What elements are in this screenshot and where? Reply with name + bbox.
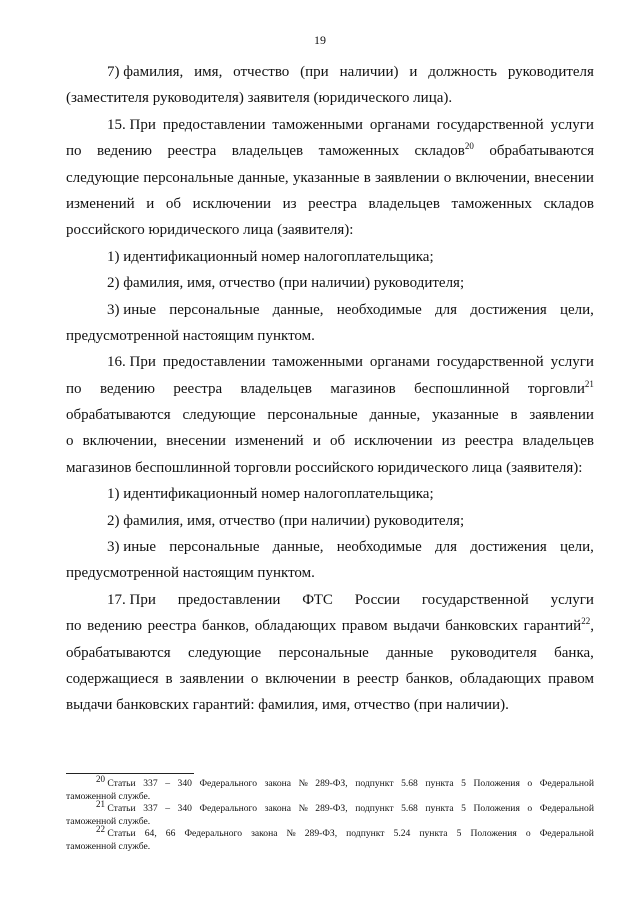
word: услуги bbox=[550, 116, 594, 133]
word: Положения bbox=[470, 828, 517, 840]
word: и bbox=[312, 433, 321, 450]
word: ведению bbox=[87, 618, 143, 635]
word: об bbox=[329, 433, 346, 450]
text-line bbox=[66, 402, 594, 428]
word: государственной bbox=[421, 591, 529, 608]
word: наличии) bbox=[339, 64, 399, 80]
word: закона bbox=[264, 803, 292, 815]
word: Положения bbox=[473, 778, 520, 789]
word: государственной bbox=[436, 354, 544, 371]
word: данные, bbox=[272, 301, 324, 318]
word: предоставлении bbox=[177, 591, 281, 608]
word: имя, bbox=[194, 64, 223, 80]
word: предоставлении bbox=[162, 116, 266, 133]
word: $^{22}$ Статьи bbox=[96, 824, 136, 840]
text-line bbox=[66, 534, 594, 560]
word: по bbox=[66, 618, 82, 635]
footnote-line bbox=[66, 824, 594, 841]
word: должность bbox=[428, 64, 497, 80]
word: персональные bbox=[267, 407, 358, 424]
text-line bbox=[66, 428, 594, 454]
text-line: 2) фамилия, имя, отчество (при наличии) руководителя; bbox=[107, 512, 465, 529]
word: банков, bbox=[201, 618, 250, 635]
word: в bbox=[342, 670, 350, 687]
word: – bbox=[165, 803, 170, 815]
word: таможенных bbox=[318, 143, 400, 160]
word: из bbox=[441, 433, 456, 450]
word: органами bbox=[369, 354, 430, 371]
word: ведению bbox=[99, 380, 155, 397]
word: Положения bbox=[473, 803, 520, 815]
word: цели, bbox=[559, 539, 594, 556]
word: Федерального bbox=[199, 778, 258, 789]
word: владельцев bbox=[368, 195, 440, 212]
word: обрабатываются bbox=[66, 644, 171, 661]
word: в bbox=[165, 670, 173, 687]
word: 15. При bbox=[107, 116, 156, 133]
word: 340 bbox=[177, 803, 192, 815]
footnote-line bbox=[66, 773, 594, 791]
word: (при bbox=[300, 64, 329, 80]
word: правом bbox=[548, 670, 594, 687]
word: реестра bbox=[173, 380, 223, 397]
word: таможенными bbox=[272, 116, 363, 133]
word: исключении bbox=[354, 433, 433, 450]
word: $^{21}$ Статьи bbox=[96, 799, 136, 815]
word: внесении bbox=[166, 433, 226, 450]
word: данные bbox=[386, 644, 434, 661]
word: обрабатываются bbox=[489, 143, 594, 160]
word: следующие bbox=[188, 644, 262, 661]
word: о bbox=[525, 828, 531, 840]
word: банка, bbox=[554, 644, 594, 661]
word: реестра bbox=[167, 143, 217, 160]
word: России bbox=[354, 591, 400, 608]
word: торговли$^{21}$ bbox=[527, 378, 594, 397]
word: 289-ФЗ, bbox=[315, 778, 348, 789]
word: обладающих bbox=[254, 618, 337, 635]
word: № bbox=[298, 803, 308, 815]
word: 3) иные bbox=[107, 539, 157, 556]
word: цели, bbox=[559, 301, 594, 318]
word: пункта bbox=[425, 803, 454, 815]
word: – bbox=[165, 778, 170, 789]
word: 5.68 bbox=[401, 803, 418, 815]
word: банков, bbox=[405, 670, 453, 687]
word: по bbox=[66, 380, 82, 397]
word: 64, bbox=[144, 828, 157, 840]
word: об bbox=[165, 195, 182, 212]
word: необходимые bbox=[336, 301, 422, 318]
text-line bbox=[66, 297, 594, 323]
word: о bbox=[250, 670, 259, 687]
text-line bbox=[66, 112, 594, 138]
word: ведению bbox=[97, 143, 153, 160]
document-body bbox=[66, 59, 594, 719]
word: 3) иные bbox=[107, 301, 157, 318]
word: 17. При bbox=[107, 591, 156, 608]
page-number: 19 bbox=[314, 33, 326, 47]
word: правом bbox=[341, 618, 388, 635]
word: достижения bbox=[470, 539, 547, 556]
word: 289-ФЗ, bbox=[304, 828, 338, 840]
word: следующие bbox=[182, 407, 256, 424]
word: 5.24 bbox=[393, 828, 411, 840]
word: необходимые bbox=[336, 539, 422, 556]
word: заявлении bbox=[529, 407, 594, 424]
word: Федеральной bbox=[539, 778, 594, 789]
word: в bbox=[510, 407, 518, 424]
word: складов bbox=[543, 195, 594, 212]
word: государственной bbox=[436, 116, 544, 133]
word: 5 bbox=[456, 828, 462, 840]
word: подпункт bbox=[346, 828, 385, 840]
word: о bbox=[443, 169, 452, 186]
word: для bbox=[435, 301, 458, 318]
word: пункта bbox=[425, 778, 454, 789]
word: услуги bbox=[550, 354, 594, 371]
word: персональные bbox=[143, 169, 234, 186]
text-line bbox=[66, 349, 594, 375]
word: 289-ФЗ, bbox=[315, 803, 348, 815]
word: № bbox=[286, 828, 296, 840]
word: 5 bbox=[461, 803, 466, 815]
word: реестр bbox=[356, 670, 399, 687]
word: внесении bbox=[534, 169, 594, 186]
footnote-separator bbox=[66, 773, 194, 774]
word: отчество bbox=[233, 64, 290, 80]
word: содержащиеся bbox=[66, 670, 159, 687]
word: закона bbox=[251, 828, 278, 840]
word: о bbox=[527, 803, 533, 815]
word: заявлении bbox=[179, 670, 245, 687]
word: следующие bbox=[66, 169, 140, 186]
text-line bbox=[66, 376, 594, 402]
word: таможенных bbox=[451, 195, 532, 212]
word: о bbox=[66, 433, 74, 450]
word: данные, bbox=[237, 169, 289, 186]
word: руководителя bbox=[507, 64, 594, 80]
word: закона bbox=[264, 778, 292, 789]
word: достижения bbox=[470, 301, 547, 318]
text-line: 2) фамилия, имя, отчество (при наличии) руководителя; bbox=[107, 275, 465, 292]
word: пункта bbox=[419, 828, 448, 840]
word: 5 bbox=[461, 778, 466, 789]
text-line bbox=[66, 165, 594, 191]
word: ФТС bbox=[302, 591, 333, 608]
word: органами bbox=[369, 116, 430, 133]
text-line: предусмотренной настоящим пунктом. bbox=[66, 327, 315, 344]
text-line bbox=[66, 191, 594, 217]
word: для bbox=[435, 539, 458, 556]
word: Федерального bbox=[199, 803, 258, 815]
word: реестра bbox=[308, 195, 357, 212]
word: обрабатываются bbox=[66, 407, 171, 424]
word: из bbox=[282, 195, 297, 212]
text-line bbox=[66, 666, 594, 692]
word: услуги bbox=[550, 591, 594, 608]
word: владельцев bbox=[240, 380, 312, 397]
word: банковских bbox=[445, 618, 519, 635]
word: подпункт bbox=[355, 778, 394, 789]
word: гарантий$^{22}$, bbox=[523, 616, 594, 635]
word: исключении bbox=[192, 195, 272, 212]
footnote-line: таможенной службе. bbox=[66, 815, 151, 827]
word: указанные bbox=[292, 169, 360, 186]
word: Федеральной bbox=[539, 803, 594, 815]
word: 5.68 bbox=[401, 778, 418, 789]
word: реестра bbox=[464, 433, 514, 450]
word: по bbox=[66, 143, 82, 160]
word: 16. При bbox=[107, 354, 156, 371]
text-line: российского юридического лица (заявителя): bbox=[66, 222, 354, 239]
footnote-line: таможенной службе. bbox=[66, 840, 151, 852]
footnote-line bbox=[66, 799, 594, 816]
word: реестра bbox=[147, 618, 197, 635]
word: владельцев bbox=[522, 433, 594, 450]
text-line bbox=[66, 138, 594, 164]
word: включении, bbox=[82, 433, 158, 450]
word: персональные bbox=[278, 644, 369, 661]
word: Федерального bbox=[184, 828, 243, 840]
word: изменений bbox=[235, 433, 304, 450]
footnote-line: таможенной службе. bbox=[66, 790, 151, 802]
text-line bbox=[66, 587, 594, 613]
word: таможенными bbox=[272, 354, 363, 371]
word: 66 bbox=[165, 828, 176, 840]
word: Федеральной bbox=[539, 828, 594, 840]
text-line: выдачи банковских гарантий: фамилия, имя, отчество (при наличии). bbox=[66, 697, 509, 714]
word: изменений bbox=[66, 195, 135, 212]
word: указанные bbox=[432, 407, 499, 424]
word: персональные bbox=[169, 301, 260, 318]
text-line: магазинов беспошлинной торговли российского юридического лица (заявителя): bbox=[66, 459, 583, 476]
word: включении bbox=[265, 670, 337, 687]
word: о bbox=[527, 778, 533, 789]
word: владельцев bbox=[231, 143, 304, 160]
text-line: (заместителя руководителя) заявителя (юридического лица). bbox=[66, 90, 453, 107]
word: персональные bbox=[169, 539, 260, 556]
word: 340 bbox=[177, 778, 192, 789]
text-line: предусмотренной настоящим пунктом. bbox=[66, 565, 315, 582]
word: заявлении bbox=[374, 169, 440, 186]
word: в bbox=[363, 169, 371, 186]
text-line: 1) идентификационный номер налогоплательщика; bbox=[107, 248, 434, 265]
text-line bbox=[66, 59, 594, 85]
word: 337 bbox=[143, 803, 158, 815]
word: подпункт bbox=[355, 803, 394, 815]
word: выдачи bbox=[393, 618, 440, 635]
word: данные, bbox=[272, 539, 324, 556]
text-line bbox=[66, 613, 594, 639]
word: и bbox=[146, 195, 155, 212]
word: данные, bbox=[369, 407, 421, 424]
word: и bbox=[409, 64, 418, 80]
word: магазинов bbox=[330, 380, 396, 397]
word: беспошлинной bbox=[414, 380, 510, 397]
word: № bbox=[298, 778, 308, 789]
word: руководителя bbox=[450, 644, 537, 661]
word: $^{20}$ Статьи bbox=[96, 773, 136, 789]
word: 7) фамилия, bbox=[107, 64, 184, 80]
word: складов$^{20}$ bbox=[414, 141, 474, 160]
word: обладающих bbox=[459, 670, 542, 687]
text-line bbox=[66, 640, 594, 666]
word: включении, bbox=[455, 169, 531, 186]
word: 337 bbox=[143, 778, 158, 789]
footnotes bbox=[66, 773, 594, 854]
text-line: 1) идентификационный номер налогоплательщика; bbox=[107, 486, 434, 503]
word: предоставлении bbox=[162, 354, 266, 371]
